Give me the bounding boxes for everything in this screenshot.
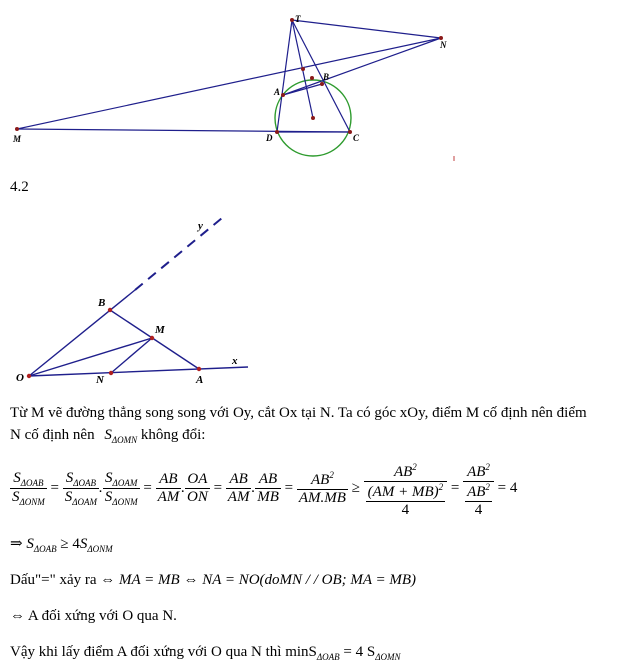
label-x: x <box>232 355 238 367</box>
figure-2 <box>0 205 628 405</box>
line-M-N <box>17 38 441 129</box>
point-A <box>197 367 201 371</box>
figure-1 <box>0 0 628 180</box>
conclusion-line-1: ⇔ A đối xứng với O qua N. <box>10 608 177 624</box>
point-T <box>290 18 294 22</box>
point-M <box>150 336 154 340</box>
ray-Ox <box>29 367 248 376</box>
label-B: B <box>98 297 106 309</box>
point-C <box>348 130 352 134</box>
segment-B-A <box>110 310 199 369</box>
ray-Oy-solid <box>29 290 135 376</box>
point-D <box>275 130 279 134</box>
point-I <box>301 67 305 71</box>
point-M <box>15 127 19 131</box>
label-M: M <box>155 324 165 336</box>
label-N: N <box>96 374 104 386</box>
point-N <box>109 371 113 375</box>
point-O <box>311 116 315 120</box>
main-formula: $\frac{S_{\Delta OAB}}{S_{\Delta ONM}}$ = $\frac{S_{\Delta OAB}}{S_{\Delta OAM}}$ . $\frac{S_{\Delta OAM}}{S_{\Delta ONM}}$ = $\frac{AB}{AM}$ . $\frac{OA}{ON}$ = $\frac{AB}{AM}$ . $\frac{AB}{MB}$ = $\frac{AB^2}{AM.MB}$ ≥ $\frac{AB^2}{\frac{(AM + MB)^2}{4}}$ = $\frac{AB^2}{\frac{AB^2}{4}}$ = 4 <box>12 462 518 518</box>
implies-line: ⇒ $S_{\Delta OAB} \ge 4S_{\Delta ONM}$ <box>10 536 113 554</box>
point-O <box>27 374 31 378</box>
label-D: D <box>266 133 273 143</box>
point-A <box>281 93 285 97</box>
line-T-C <box>292 20 350 132</box>
equality-line: Dấu"=" xảy ra ⇔ MA = MB ⇔ NA = NO(doMN / / OB; MA = MB) <box>10 572 417 588</box>
line-T-N <box>292 20 441 38</box>
ray-Oy-dashed <box>135 218 222 290</box>
label-M: M <box>13 134 22 144</box>
para1-line2-post: không đổi: <box>140 427 206 443</box>
point-B <box>320 82 324 86</box>
section-number: 4.2 <box>10 179 29 195</box>
para1-line2-S: S <box>104 427 112 443</box>
para1-line2 <box>10 425 205 450</box>
conclusion-line-2: Vậy khi lấy điểm A đối xứng với O qua N thì minS$_{\Delta OAB}$ = 4 $S_{\Delta OMN}$ <box>10 644 401 662</box>
label-N: N <box>440 40 447 50</box>
label-T: T <box>295 14 301 24</box>
segment-N-M <box>111 338 152 373</box>
point-K <box>310 76 314 80</box>
label-A: A <box>274 87 281 97</box>
label-B: B <box>323 72 330 82</box>
label-y: y <box>198 220 203 232</box>
label-O: O <box>16 372 24 384</box>
label-A: A <box>196 374 204 386</box>
para1-line2-sub: ΔOMN <box>111 435 138 445</box>
para1-line1: Từ M vẽ đường thẳng song song với Oy, cắt Ox tại N. Ta có góc xOy, điểm M cố định nên điểm <box>10 405 587 421</box>
label-C: C <box>353 133 360 143</box>
point-B <box>108 308 112 312</box>
para1-line2-pre: N cố định nên <box>10 427 95 443</box>
segment-O-M <box>29 338 152 376</box>
line-T-D <box>277 20 292 132</box>
